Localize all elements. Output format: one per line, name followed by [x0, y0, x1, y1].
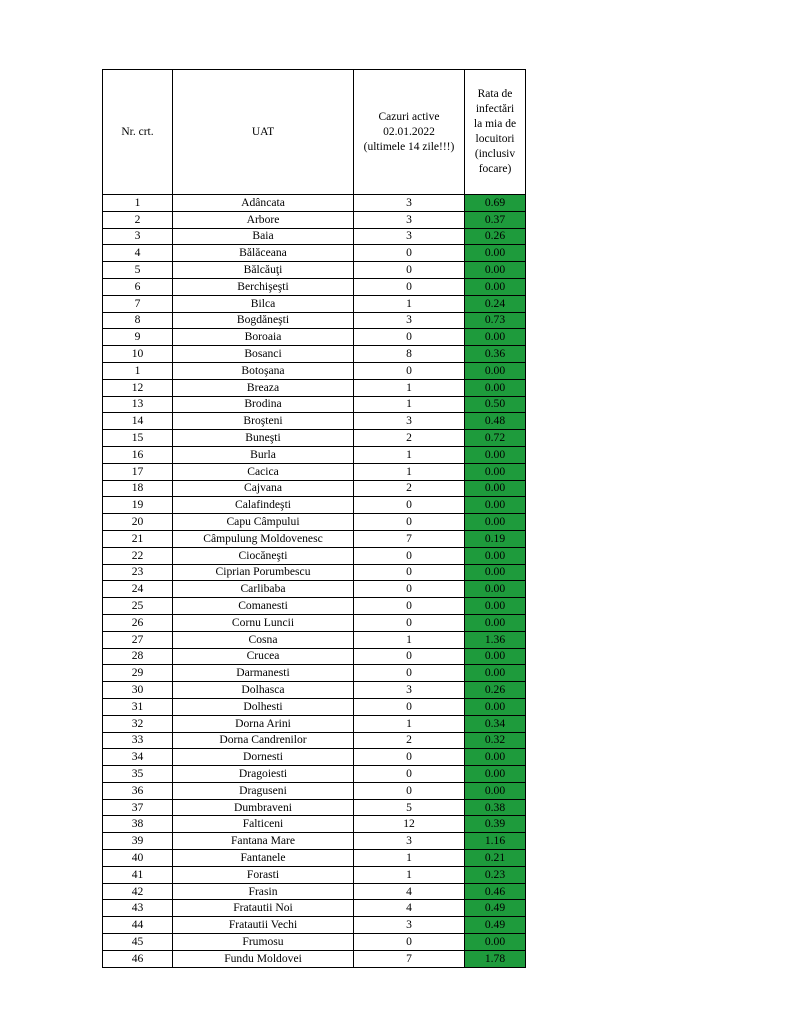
- cell-uat: Dragoiesti: [173, 766, 354, 783]
- cell-cases: 4: [354, 883, 465, 900]
- cell-uat: Bogdăneşti: [173, 312, 354, 329]
- cell-nr: 22: [103, 547, 173, 564]
- cell-nr: 36: [103, 782, 173, 799]
- table-row: [103, 295, 526, 312]
- cell-nr: 44: [103, 917, 173, 934]
- cell-cases: 0: [354, 698, 465, 715]
- table-row: [103, 278, 526, 295]
- cell-nr: 24: [103, 581, 173, 598]
- cell-cases: 3: [354, 413, 465, 430]
- cell-rate: 0.39: [465, 816, 526, 833]
- header-rate-line: locuitori: [475, 133, 515, 145]
- cell-nr: 29: [103, 665, 173, 682]
- cell-rate: 0.00: [465, 480, 526, 497]
- table-row: [103, 883, 526, 900]
- cell-nr: 15: [103, 430, 173, 447]
- cell-nr: 27: [103, 631, 173, 648]
- cell-rate: 0.00: [465, 362, 526, 379]
- cell-cases: 1: [354, 715, 465, 732]
- cell-uat: Berchişeşti: [173, 278, 354, 295]
- cell-rate: 0.00: [465, 698, 526, 715]
- cell-rate: 0.00: [465, 446, 526, 463]
- cell-cases: 1: [354, 866, 465, 883]
- cell-uat: Cacica: [173, 463, 354, 480]
- cell-rate: 1.78: [465, 950, 526, 967]
- cell-rate: 0.49: [465, 917, 526, 934]
- cell-uat: Dumbraveni: [173, 799, 354, 816]
- table-row: [103, 396, 526, 413]
- cell-rate: 0.00: [465, 564, 526, 581]
- cell-nr: 18: [103, 480, 173, 497]
- cell-uat: Forasti: [173, 866, 354, 883]
- cell-nr: 31: [103, 698, 173, 715]
- cell-nr: 28: [103, 648, 173, 665]
- cell-rate: 0.00: [465, 665, 526, 682]
- table-row: [103, 312, 526, 329]
- cell-rate: 0.36: [465, 346, 526, 363]
- cell-uat: Buneşti: [173, 430, 354, 447]
- cell-rate: 0.00: [465, 514, 526, 531]
- cell-rate: 0.00: [465, 648, 526, 665]
- cell-cases: 3: [354, 228, 465, 245]
- cell-cases: 3: [354, 682, 465, 699]
- cell-cases: 0: [354, 614, 465, 631]
- cell-nr: 32: [103, 715, 173, 732]
- cell-uat: Crucea: [173, 648, 354, 665]
- header-uat: UAT: [173, 70, 354, 195]
- cell-cases: 3: [354, 833, 465, 850]
- table-row: [103, 480, 526, 497]
- cell-nr: 2: [103, 211, 173, 228]
- cell-rate: 0.00: [465, 614, 526, 631]
- table-row: [103, 732, 526, 749]
- cell-nr: 37: [103, 799, 173, 816]
- cell-cases: 0: [354, 564, 465, 581]
- cell-nr: 39: [103, 833, 173, 850]
- cell-rate: 0.00: [465, 463, 526, 480]
- cell-nr: 14: [103, 413, 173, 430]
- cell-cases: 7: [354, 530, 465, 547]
- cell-nr: 45: [103, 934, 173, 951]
- cell-nr: 20: [103, 514, 173, 531]
- table-row: [103, 833, 526, 850]
- cell-nr: 10: [103, 346, 173, 363]
- table-row: [103, 816, 526, 833]
- cell-rate: 0.49: [465, 900, 526, 917]
- cell-rate: 1.16: [465, 833, 526, 850]
- cell-cases: 0: [354, 665, 465, 682]
- table-row: [103, 564, 526, 581]
- table-row: [103, 698, 526, 715]
- cell-cases: 0: [354, 514, 465, 531]
- table-body: [103, 195, 526, 968]
- table-row: [103, 211, 526, 228]
- cell-uat: Fratautii Noi: [173, 900, 354, 917]
- cell-rate: 0.26: [465, 682, 526, 699]
- cell-nr: 9: [103, 329, 173, 346]
- cell-uat: Bosanci: [173, 346, 354, 363]
- cell-rate: 0.48: [465, 413, 526, 430]
- cell-uat: Baia: [173, 228, 354, 245]
- cell-nr: 42: [103, 883, 173, 900]
- cell-rate: 0.69: [465, 195, 526, 212]
- cell-nr: 13: [103, 396, 173, 413]
- header-rate-line: Rata de: [477, 88, 513, 100]
- cell-cases: 0: [354, 598, 465, 615]
- cell-cases: 1: [354, 379, 465, 396]
- cell-nr: 8: [103, 312, 173, 329]
- cell-rate: 0.00: [465, 245, 526, 262]
- cell-uat: Carlibaba: [173, 581, 354, 598]
- cell-rate: 0.37: [465, 211, 526, 228]
- cell-nr: 23: [103, 564, 173, 581]
- cell-rate: 0.00: [465, 934, 526, 951]
- table-row: [103, 547, 526, 564]
- cell-uat: Dorna Arini: [173, 715, 354, 732]
- table-row: [103, 195, 526, 212]
- cell-nr: 1: [103, 362, 173, 379]
- cell-cases: 0: [354, 329, 465, 346]
- cell-cases: 2: [354, 430, 465, 447]
- cell-cases: 1: [354, 850, 465, 867]
- cell-cases: 1: [354, 463, 465, 480]
- cell-nr: 19: [103, 497, 173, 514]
- table-row: [103, 598, 526, 615]
- cell-cases: 1: [354, 396, 465, 413]
- cell-uat: Capu Câmpului: [173, 514, 354, 531]
- table-row: [103, 463, 526, 480]
- table-row: [103, 346, 526, 363]
- cell-uat: Fratautii Vechi: [173, 917, 354, 934]
- table-row: [103, 446, 526, 463]
- cell-uat: Ciocăneşti: [173, 547, 354, 564]
- cell-rate: 0.26: [465, 228, 526, 245]
- cell-uat: Broşteni: [173, 413, 354, 430]
- table-row: [103, 530, 526, 547]
- table-row: [103, 866, 526, 883]
- header-nr-crt: Nr. crt.: [103, 70, 173, 195]
- cell-nr: 34: [103, 749, 173, 766]
- cell-uat: Bălăceana: [173, 245, 354, 262]
- table-row: [103, 715, 526, 732]
- table-row: [103, 497, 526, 514]
- header-rate-line: la mia de: [473, 118, 517, 130]
- cell-cases: 0: [354, 749, 465, 766]
- cell-nr: 35: [103, 766, 173, 783]
- cell-nr: 21: [103, 530, 173, 547]
- cell-nr: 41: [103, 866, 173, 883]
- cell-uat: Fantanele: [173, 850, 354, 867]
- header-cases-line: 02.01.2022: [383, 125, 435, 138]
- cell-uat: Boroaia: [173, 329, 354, 346]
- cell-uat: Fundu Moldovei: [173, 950, 354, 967]
- table-row: [103, 228, 526, 245]
- cell-uat: Brodina: [173, 396, 354, 413]
- cell-cases: 3: [354, 211, 465, 228]
- table-row: [103, 362, 526, 379]
- cell-cases: 2: [354, 480, 465, 497]
- cell-nr: 3: [103, 228, 173, 245]
- cell-uat: Frumosu: [173, 934, 354, 951]
- cell-cases: 0: [354, 934, 465, 951]
- cell-cases: 3: [354, 195, 465, 212]
- cell-nr: 33: [103, 732, 173, 749]
- cell-rate: 0.00: [465, 581, 526, 598]
- cell-uat: Fantana Mare: [173, 833, 354, 850]
- cell-uat: Dornesti: [173, 749, 354, 766]
- cell-uat: Botoşana: [173, 362, 354, 379]
- cell-uat: Bălcăuţi: [173, 262, 354, 279]
- table-row: [103, 917, 526, 934]
- cell-uat: Darmanesti: [173, 665, 354, 682]
- cell-nr: 4: [103, 245, 173, 262]
- cell-uat: Bilca: [173, 295, 354, 312]
- header-cases: [354, 70, 465, 195]
- cell-uat: Ciprian Porumbescu: [173, 564, 354, 581]
- cell-nr: 5: [103, 262, 173, 279]
- header-rate: [465, 70, 526, 195]
- cell-cases: 0: [354, 782, 465, 799]
- cell-nr: 16: [103, 446, 173, 463]
- header-row: [103, 70, 526, 195]
- cell-cases: 12: [354, 816, 465, 833]
- cell-cases: 2: [354, 732, 465, 749]
- cell-uat: Dolhasca: [173, 682, 354, 699]
- cell-rate: 0.00: [465, 497, 526, 514]
- cell-cases: 1: [354, 295, 465, 312]
- cell-rate: 0.38: [465, 799, 526, 816]
- table-row: [103, 329, 526, 346]
- table-row: [103, 648, 526, 665]
- cell-nr: 17: [103, 463, 173, 480]
- cell-cases: 0: [354, 262, 465, 279]
- cell-uat: Burla: [173, 446, 354, 463]
- cell-rate: 0.00: [465, 598, 526, 615]
- cell-rate: 0.32: [465, 732, 526, 749]
- table-row: [103, 631, 526, 648]
- cell-cases: 4: [354, 900, 465, 917]
- cell-uat: Adâncata: [173, 195, 354, 212]
- table-row: [103, 665, 526, 682]
- cell-nr: 1: [103, 195, 173, 212]
- table-row: [103, 682, 526, 699]
- cell-uat: Draguseni: [173, 782, 354, 799]
- cell-rate: 0.19: [465, 530, 526, 547]
- cell-uat: Falticeni: [173, 816, 354, 833]
- cell-cases: 0: [354, 648, 465, 665]
- cell-nr: 7: [103, 295, 173, 312]
- cell-rate: 0.73: [465, 312, 526, 329]
- table-row: [103, 581, 526, 598]
- cell-uat: Dolhesti: [173, 698, 354, 715]
- cell-nr: 30: [103, 682, 173, 699]
- table-row: [103, 262, 526, 279]
- cell-rate: 0.00: [465, 782, 526, 799]
- cell-uat: Dorna Candrenilor: [173, 732, 354, 749]
- table-row: [103, 245, 526, 262]
- cell-nr: 46: [103, 950, 173, 967]
- table-row: [103, 614, 526, 631]
- table-row: [103, 749, 526, 766]
- cell-rate: 0.00: [465, 329, 526, 346]
- cell-uat: Breaza: [173, 379, 354, 396]
- cell-cases: 0: [354, 278, 465, 295]
- cell-nr: 12: [103, 379, 173, 396]
- cell-cases: 8: [354, 346, 465, 363]
- cell-nr: 25: [103, 598, 173, 615]
- cell-cases: 5: [354, 799, 465, 816]
- cell-cases: 0: [354, 245, 465, 262]
- cell-cases: 0: [354, 362, 465, 379]
- cell-rate: 0.00: [465, 379, 526, 396]
- cell-rate: 0.34: [465, 715, 526, 732]
- table-row: [103, 950, 526, 967]
- table-row: [103, 413, 526, 430]
- cell-uat: Calafindeşti: [173, 497, 354, 514]
- cell-nr: 26: [103, 614, 173, 631]
- table-row: [103, 766, 526, 783]
- table-row: [103, 379, 526, 396]
- cell-uat: Comanesti: [173, 598, 354, 615]
- cell-cases: 0: [354, 497, 465, 514]
- header-rate-line: (inclusiv: [474, 148, 516, 160]
- cell-cases: 3: [354, 917, 465, 934]
- table-row: [103, 850, 526, 867]
- cell-rate: 0.50: [465, 396, 526, 413]
- cell-uat: Cosna: [173, 631, 354, 648]
- header-rate-line: infectări: [475, 103, 515, 115]
- cell-nr: 6: [103, 278, 173, 295]
- cell-rate: 0.00: [465, 547, 526, 564]
- header-cases-line: (ultimele 14 zile!!!): [363, 140, 455, 153]
- table-row: [103, 782, 526, 799]
- cell-cases: 1: [354, 446, 465, 463]
- cell-rate: 0.00: [465, 749, 526, 766]
- cell-uat: Arbore: [173, 211, 354, 228]
- cell-rate: 1.36: [465, 631, 526, 648]
- cell-cases: 3: [354, 312, 465, 329]
- cell-rate: 0.00: [465, 262, 526, 279]
- cell-nr: 43: [103, 900, 173, 917]
- table-row: [103, 799, 526, 816]
- cell-cases: 0: [354, 581, 465, 598]
- header-rate-line: focare): [478, 163, 512, 175]
- cell-rate: 0.00: [465, 766, 526, 783]
- cell-rate: 0.21: [465, 850, 526, 867]
- table-row: [103, 430, 526, 447]
- cell-rate: 0.23: [465, 866, 526, 883]
- cell-rate: 0.00: [465, 278, 526, 295]
- table-row: [103, 900, 526, 917]
- cell-uat: Frasin: [173, 883, 354, 900]
- cell-cases: 7: [354, 950, 465, 967]
- cell-rate: 0.46: [465, 883, 526, 900]
- cell-cases: 1: [354, 631, 465, 648]
- cell-cases: 0: [354, 766, 465, 783]
- cell-cases: 0: [354, 547, 465, 564]
- table-row: [103, 514, 526, 531]
- cell-rate: 0.24: [465, 295, 526, 312]
- cell-nr: 40: [103, 850, 173, 867]
- cell-nr: 38: [103, 816, 173, 833]
- cell-rate: 0.72: [465, 430, 526, 447]
- header-cases-line: Cazuri active: [378, 110, 440, 123]
- table-row: [103, 934, 526, 951]
- cell-uat: Câmpulung Moldovenesc: [173, 530, 354, 547]
- covid-uat-table: [102, 69, 526, 968]
- cell-uat: Cornu Luncii: [173, 614, 354, 631]
- cell-uat: Cajvana: [173, 480, 354, 497]
